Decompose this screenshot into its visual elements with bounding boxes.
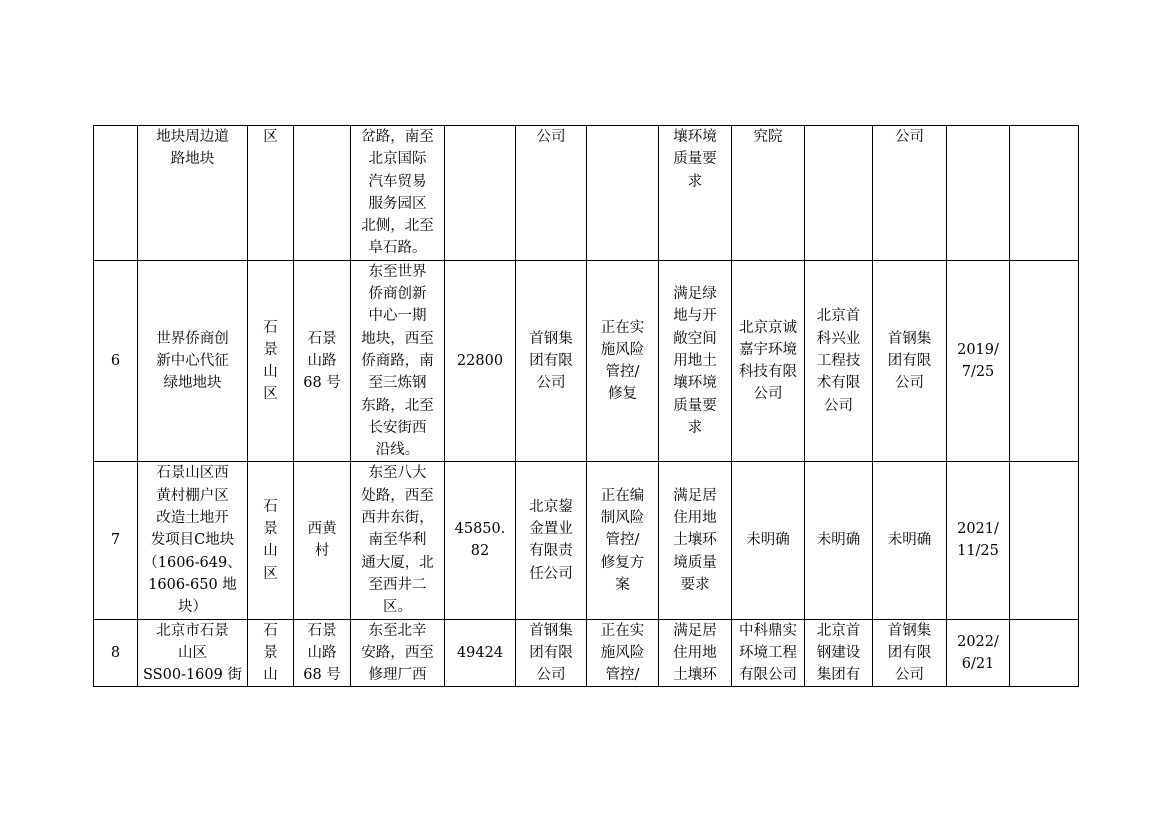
row-number-cell (94, 126, 138, 261)
implement-unit-cell (805, 126, 873, 261)
location-cell: 石景 山路 68 号 (294, 619, 351, 687)
responsible-cell: 公司 (873, 126, 947, 261)
date-cell: 2021/ 11/25 (947, 462, 1010, 619)
table-row (94, 126, 1079, 261)
boundary-cell: 东至八大 处路，西至 西井东街， 南至华利 通大厦，北 至西井二 区。 (351, 462, 445, 619)
boundary-cell: 东至北辛 安路，西至 修理厂西 (351, 619, 445, 687)
table-row (94, 260, 1079, 462)
area-cell: 45850. 82 (445, 462, 516, 619)
remark-cell (1010, 462, 1079, 619)
remark-cell (1010, 619, 1079, 687)
district-cell: 石 景 山 区 (248, 462, 294, 619)
remark-cell (1010, 126, 1079, 261)
status-cell (587, 126, 659, 261)
responsible-cell: 首钢集 团有限 公司 (873, 619, 947, 687)
remark-cell (1010, 260, 1079, 462)
location-cell: 石景 山路 68 号 (294, 260, 351, 462)
boundary-cell: 岔路，南至 北京国际 汽车贸易 服务园区 北侧，北至 阜石路。 (351, 126, 445, 261)
implement-unit-cell: 北京首 钢建设 集团有 (805, 619, 873, 687)
implement-unit-cell: 北京首 科兴业 工程技 术有限 公司 (805, 260, 873, 462)
location-cell: 西黄 村 (294, 462, 351, 619)
status-cell: 正在实 施风险 管控/ 修复 (587, 260, 659, 462)
status-cell: 正在实 施风险 管控/ (587, 619, 659, 687)
survey-unit-cell: 中科鼎实 环境工程 有限公司 (732, 619, 805, 687)
site-name-cell: 石景山区西 黄村棚户区 改造土地开 发项目C地块 （1606-649、 1606-650 地 块） (138, 462, 248, 619)
row-number-cell: 6 (94, 260, 138, 462)
survey-unit-cell: 究院 (732, 126, 805, 261)
target-cell: 满足绿 地与开 敞空间 用地土 壤环境 质量要 求 (659, 260, 732, 462)
district-cell: 石 景 山 区 (248, 260, 294, 462)
district-cell: 石 景 山 (248, 619, 294, 687)
owner-cell: 公司 (516, 126, 587, 261)
site-name-cell: 北京市石景 山区 SS00-1609 街 (138, 619, 248, 687)
site-list-table (93, 125, 1079, 687)
area-cell (445, 126, 516, 261)
row-number-cell: 7 (94, 462, 138, 619)
site-name-cell: 地块周边道 路地块 (138, 126, 248, 261)
responsible-cell: 首钢集 团有限 公司 (873, 260, 947, 462)
owner-cell: 首钢集 团有限 公司 (516, 619, 587, 687)
status-cell: 正在编 制风险 管控/ 修复方 案 (587, 462, 659, 619)
area-cell: 49424 (445, 619, 516, 687)
table-row (94, 462, 1079, 619)
date-cell (947, 126, 1010, 261)
date-cell: 2022/ 6/21 (947, 619, 1010, 687)
site-name-cell: 世界侨商创 新中心代征 绿地地块 (138, 260, 248, 462)
responsible-cell: 未明确 (873, 462, 947, 619)
district-cell: 区 (248, 126, 294, 261)
target-cell: 满足居 住用地 土壤环 (659, 619, 732, 687)
date-cell: 2019/ 7/25 (947, 260, 1010, 462)
owner-cell: 首钢集 团有限 公司 (516, 260, 587, 462)
table-row (94, 619, 1079, 687)
target-cell: 壤环境 质量要 求 (659, 126, 732, 261)
survey-unit-cell: 北京京诚 嘉宇环境 科技有限 公司 (732, 260, 805, 462)
owner-cell: 北京鋆 金置业 有限责 任公司 (516, 462, 587, 619)
location-cell (294, 126, 351, 261)
boundary-cell: 东至世界 侨商创新 中心一期 地块，西至 侨商路，南 至三炼钢 东路，北至 长安街西 沿线。 (351, 260, 445, 462)
survey-unit-cell: 未明确 (732, 462, 805, 619)
area-cell: 22800 (445, 260, 516, 462)
target-cell: 满足居 住用地 土壤环 境质量 要求 (659, 462, 732, 619)
row-number-cell: 8 (94, 619, 138, 687)
implement-unit-cell: 未明确 (805, 462, 873, 619)
